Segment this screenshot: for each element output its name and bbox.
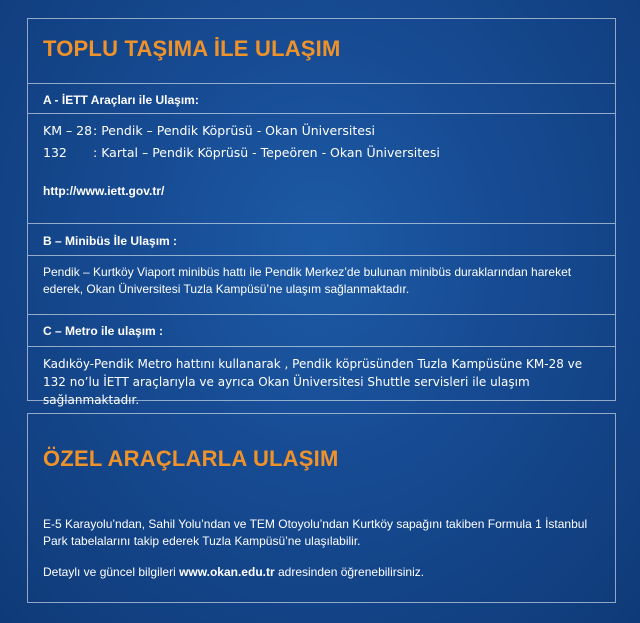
- public-transport-title: TOPLU TAŞIMA İLE ULAŞIM: [43, 36, 341, 61]
- section-b-text: Pendik – Kurtköy Viaport minibüs hattı ile Pendik Merkez’de bulunan minibüs duraklarından hareket ederek, Okan Üniversitesi Tuzla Kampüsü’ne ulaşım sağlanmaktadır.: [43, 265, 572, 296]
- divider: [28, 255, 615, 256]
- divider: [28, 223, 615, 224]
- route-sep: :: [93, 145, 98, 160]
- route-km28: [43, 121, 375, 141]
- section-c-text: Kadıköy-Pendik Metro hattını kullanarak , Pendik köprüsünden Tuzla Kampüsüne KM-28 ve 132 no’lu İETT araçlarıyla ve ayrıca Okan Üniversitesi Shuttle servisleri ile ulaşım sağlanmaktadır.: [43, 357, 583, 407]
- public-transport-panel: [27, 18, 616, 407]
- iett-link[interactable]: http://www.iett.gov.tr/: [43, 184, 165, 198]
- info-prefix: Detaylı ve güncel bilgileri: [43, 565, 176, 579]
- divider: [28, 314, 615, 315]
- route-path: Pendik – Pendik Köprüsü - Okan Üniversitesi: [101, 123, 375, 138]
- divider: [28, 83, 615, 84]
- divider: [28, 346, 615, 347]
- section-c-label: C – Metro ile ulaşım :: [43, 324, 164, 338]
- section-b-label: B – Minibüs İle Ulaşım :: [43, 234, 178, 248]
- private-transport-title: ÖZEL ARAÇLARLA ULAŞIM: [43, 446, 339, 471]
- section-a-label: A - İETT Araçları ile Ulaşım:: [43, 93, 199, 107]
- info-suffix: adresinden öğrenebilirsiniz.: [278, 565, 425, 579]
- divider: [28, 113, 615, 114]
- route-path: Kartal – Pendik Köprüsü - Tepeören - Okan Üniversitesi: [101, 145, 440, 160]
- route-132: [43, 143, 440, 163]
- route-sep: :: [93, 123, 98, 138]
- route-code: 132: [43, 145, 67, 160]
- info-line: [43, 564, 424, 581]
- route-code: KM – 28: [43, 123, 93, 138]
- okan-link[interactable]: www.okan.edu.tr: [179, 565, 275, 579]
- private-transport-text: E-5 Karayolu’ndan, Sahil Yolu’ndan ve TEM Otoyolu’ndan Kurtköy sapağını takiben Formula 1 İstanbul Park tabelalarını takip ederek Tuzla Kampüsü’ne ulaşılabilir.: [43, 517, 588, 548]
- private-transport-panel: [27, 413, 616, 603]
